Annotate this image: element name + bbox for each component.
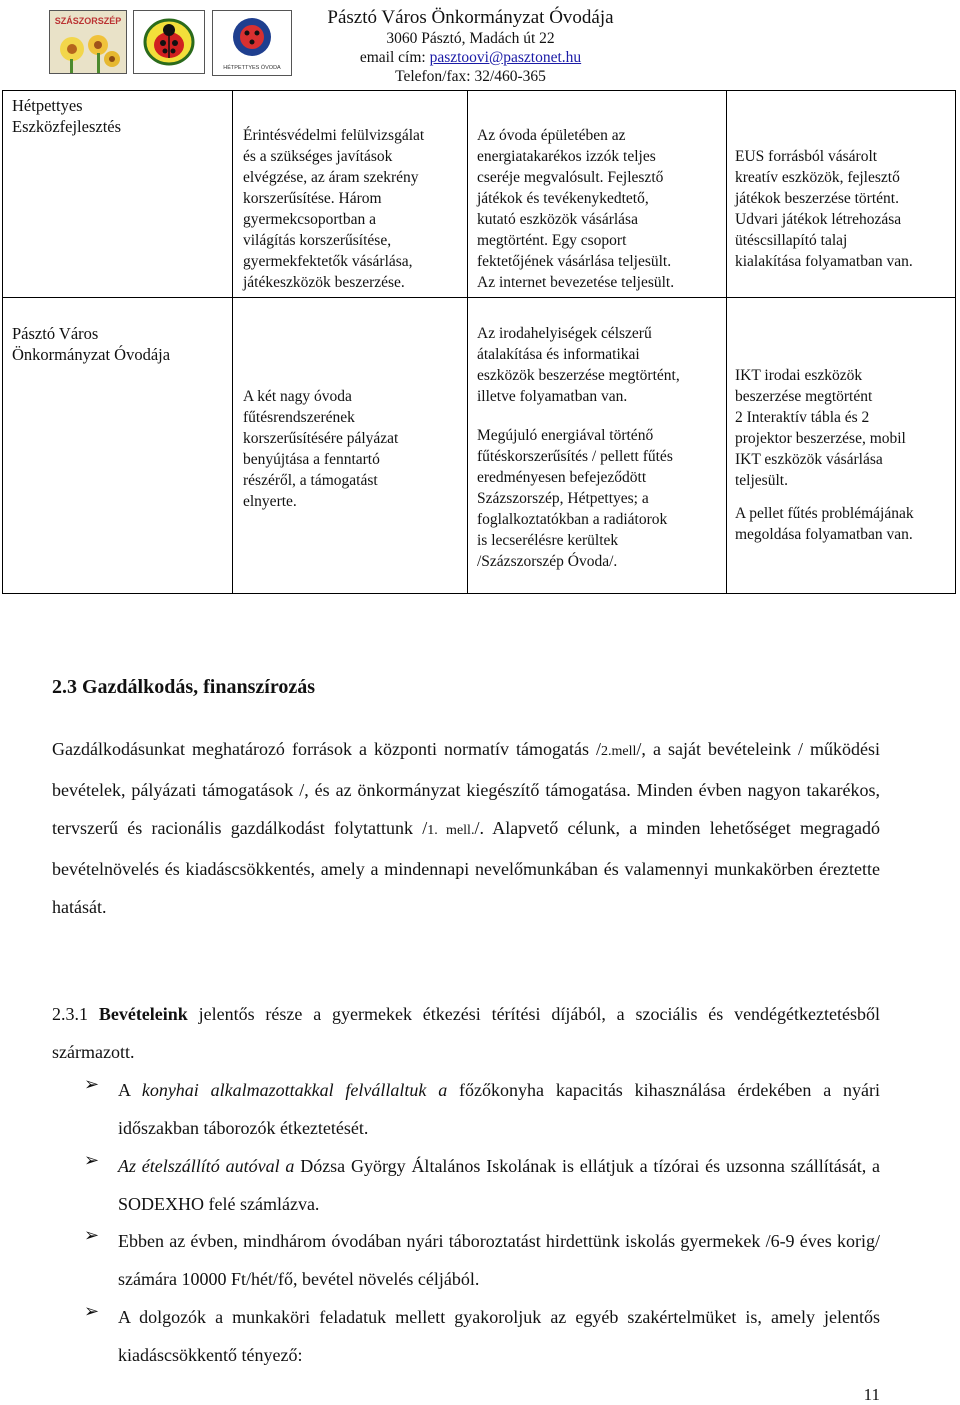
development-table xyxy=(2,90,956,594)
logo-1-text: SZÁSZORSZÉP xyxy=(54,16,122,26)
email-label: email cím: xyxy=(359,49,430,66)
list-item: ➢ Ebben az évben, mindhárom óvodában nyári táboroztatást hirdettünk iskolás gyermekek /6-9 éves korig/ számára 10000 Ft/hét/fő, bevétel növelés céljából. xyxy=(84,1225,880,1289)
row2-col2-text: A két nagy óvoda fűtésrendszerének korszerűsítésére pályázat benyújtása a fenntartó részéről, a támogatást elnyerte. xyxy=(243,388,399,510)
column-divider xyxy=(232,91,233,593)
email-link[interactable]: pasztoovi@pasztonet.hu xyxy=(429,49,582,66)
hetpettyes-logo xyxy=(212,10,292,76)
phone: Telefon/fax: 32/460-365 xyxy=(395,68,546,85)
list-item: ➢ A konyhai alkalmazottakkal felvállaltuk a főzőkonyha kapacitás kihasználása érdekében a nyári időszakban táborozók étkeztetését. xyxy=(84,1074,880,1138)
list-item: ➢ Az ételszállító autóval a Dózsa György Általános Iskolának is ellátjuk a tízórai és uzsonna szállítását, a SODEXHO felé számlázva. xyxy=(84,1150,880,1214)
financing-paragraph: Gazdálkodásunkat meghatározó források a központi normatív támogatás /2.mell/, a saját bevételeink / működési bevételek, pályázati támogatások /, és az önkormányzat kiegészítő támogatása. Minden évben nagyon takarékos, tervszerű és racionális gazdálkodást folytattunk /1. mell./. Alapvető célunk, a minden lehetőséget megragadó bevételnövelés és kiadáscsökkentés, amely a mindennapi nevelőmunkában és valamennyi munkakörben éreztette hatását. xyxy=(52,739,881,917)
szazszorszep-logo xyxy=(49,10,127,74)
ladybug-logo xyxy=(133,10,205,74)
row1-col4-text: EUS forrásból vásárolt kreatív eszközök, fejlesztő játékok beszerzése történt. Udvari játékok létrehozása ütéscsillapító talaj kialakítása folyamatban van. xyxy=(735,148,913,270)
arrow-bullet-icon: ➢ xyxy=(84,1301,100,1322)
row-divider xyxy=(3,297,955,298)
email-line xyxy=(298,48,643,67)
section-title: 2.3 Gazdálkodás, finanszírozás xyxy=(52,676,315,698)
letterhead xyxy=(298,6,643,86)
arrow-bullet-icon: ➢ xyxy=(84,1074,100,1095)
column-divider xyxy=(726,91,727,593)
row2-col4-text: IKT irodai eszközök beszerzése megtörtént 2 Interaktív tábla és 2 projektor beszerzése, mobil IKT eszközök vásárlása teljesült. A pellet fűtés problémájának megoldása folyamatban van. xyxy=(735,367,914,543)
logo-3-text: HÉTPETTYES ÓVODA xyxy=(223,65,281,71)
arrow-bullet-icon: ➢ xyxy=(84,1150,100,1171)
page-number: 11 xyxy=(863,1385,880,1404)
row1-col2-text: Érintésvédelmi felülvizsgálat és a szükséges javítások elvégzése, az áram szekrény korszerűsítése. Három gyermekcsoportban a világítás korszerűsítése, gyermekfektetők vásárlása, játékeszközök beszerzése. xyxy=(243,127,425,291)
income-paragraph: 2.3.1 Bevételeink jelentős része a gyermekek étkezési térítési díjából, a szociális és vendégétkeztetésből származott. xyxy=(52,1004,881,1062)
row1-col3-text: Az óvoda épületében az energiatakarékos izzók teljes cseréje megvalósult. Fejlesztő játékok és tevékenykedtető, kutató eszközök vásárlása megtörtént. Egy csoport fektetőjének vásárlása teljesült. Az internet bevezetése teljesült. xyxy=(477,127,675,291)
column-divider xyxy=(467,91,468,593)
row-label-hetpettyes: Hétpettyes Eszközfejlesztés xyxy=(12,96,122,136)
address: 3060 Pásztó, Madách út 22 xyxy=(386,30,555,47)
organization-name: Pásztó Város Önkormányzat Óvodája xyxy=(327,7,614,28)
row2-col3-text: Az irodahelyiségek célszerű átalakítása és informatikai eszközök beszerzése megtörtént, illetve folyamatban van. Megújuló energiával történő fűtéskorszerűsítés / pellett fűtés eredményesen befejeződött Százszorszép, Hétpettyes; a foglalkoztatókban a radiátorok is lecserélésre kerültek /Százszorszép Óvoda/. xyxy=(477,325,680,570)
row-label-pasztoi-ovoda: Pásztó Város Önkormányzat Óvodája xyxy=(12,324,171,364)
arrow-bullet-icon: ➢ xyxy=(84,1225,100,1246)
list-item: ➢ A dolgozók a munkaköri feladatuk mellett gyakoroljuk az egyéb szakértelmüket is, amely jelentős kiadáscsökkentő tényező: xyxy=(84,1301,880,1365)
